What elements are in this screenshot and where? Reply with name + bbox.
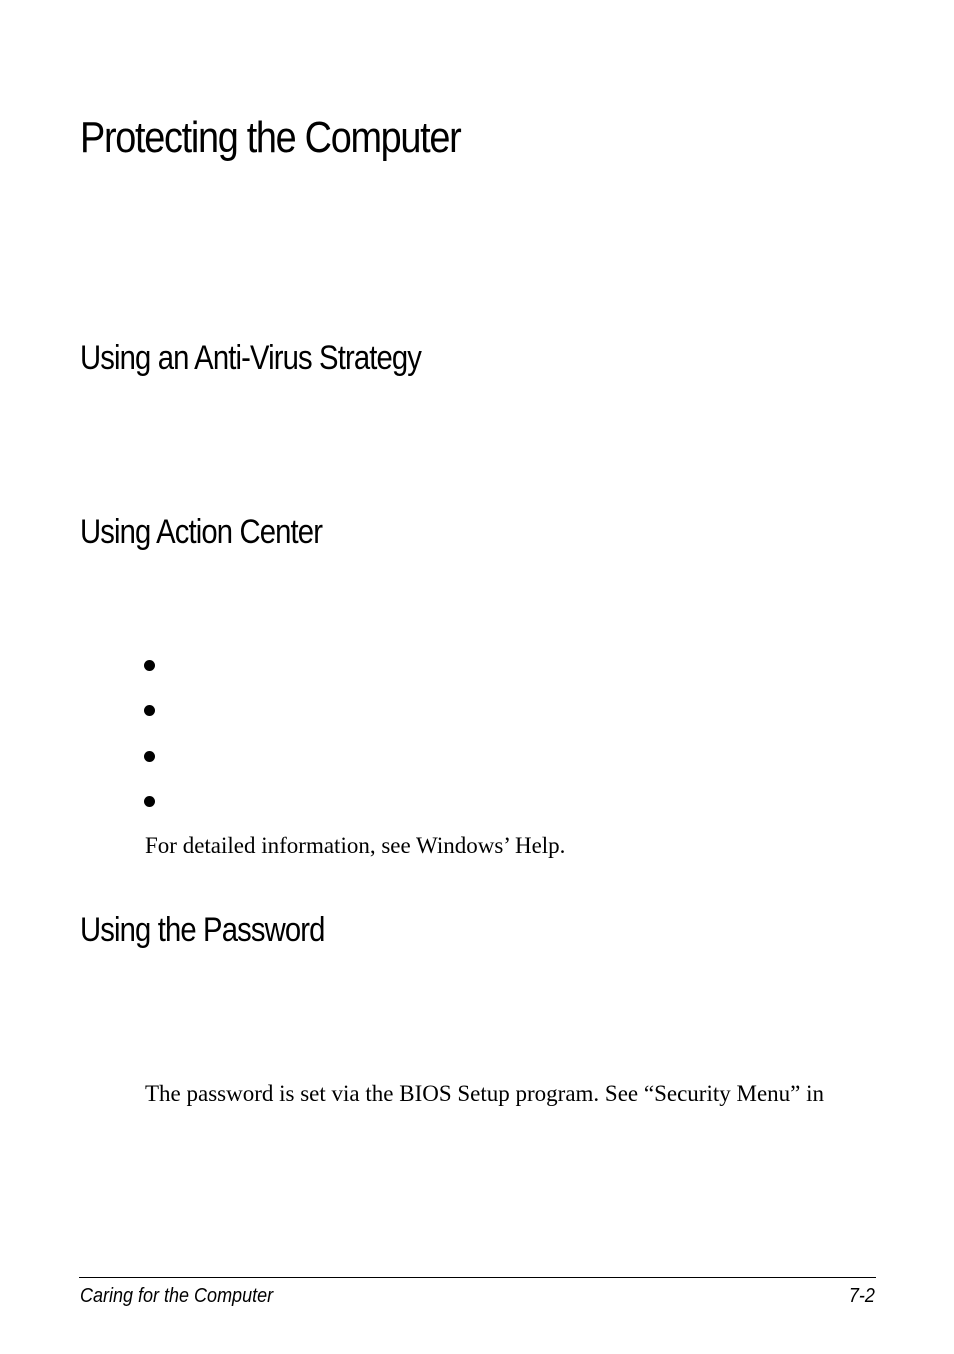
bullet-point [144,705,155,716]
windows-help-note: For detailed information, see Windows’ Help. [145,833,566,858]
bullet-point [144,751,155,762]
footer-divider [79,1277,876,1278]
footer-page-number: 7-2 [848,1285,875,1307]
page-title: Protecting the Computer [80,113,461,162]
heading-action-center: Using Action Center [80,513,323,551]
heading-anti-virus-strategy: Using an Anti-Virus Strategy [80,339,422,377]
heading-password: Using the Password [80,911,325,949]
bullet-point [144,796,155,807]
password-bios-text: The password is set via the BIOS Setup program. See “Security Menu” in [145,1081,825,1106]
footer-chapter-title: Caring for the Computer [80,1285,274,1307]
bullet-point [144,660,155,671]
